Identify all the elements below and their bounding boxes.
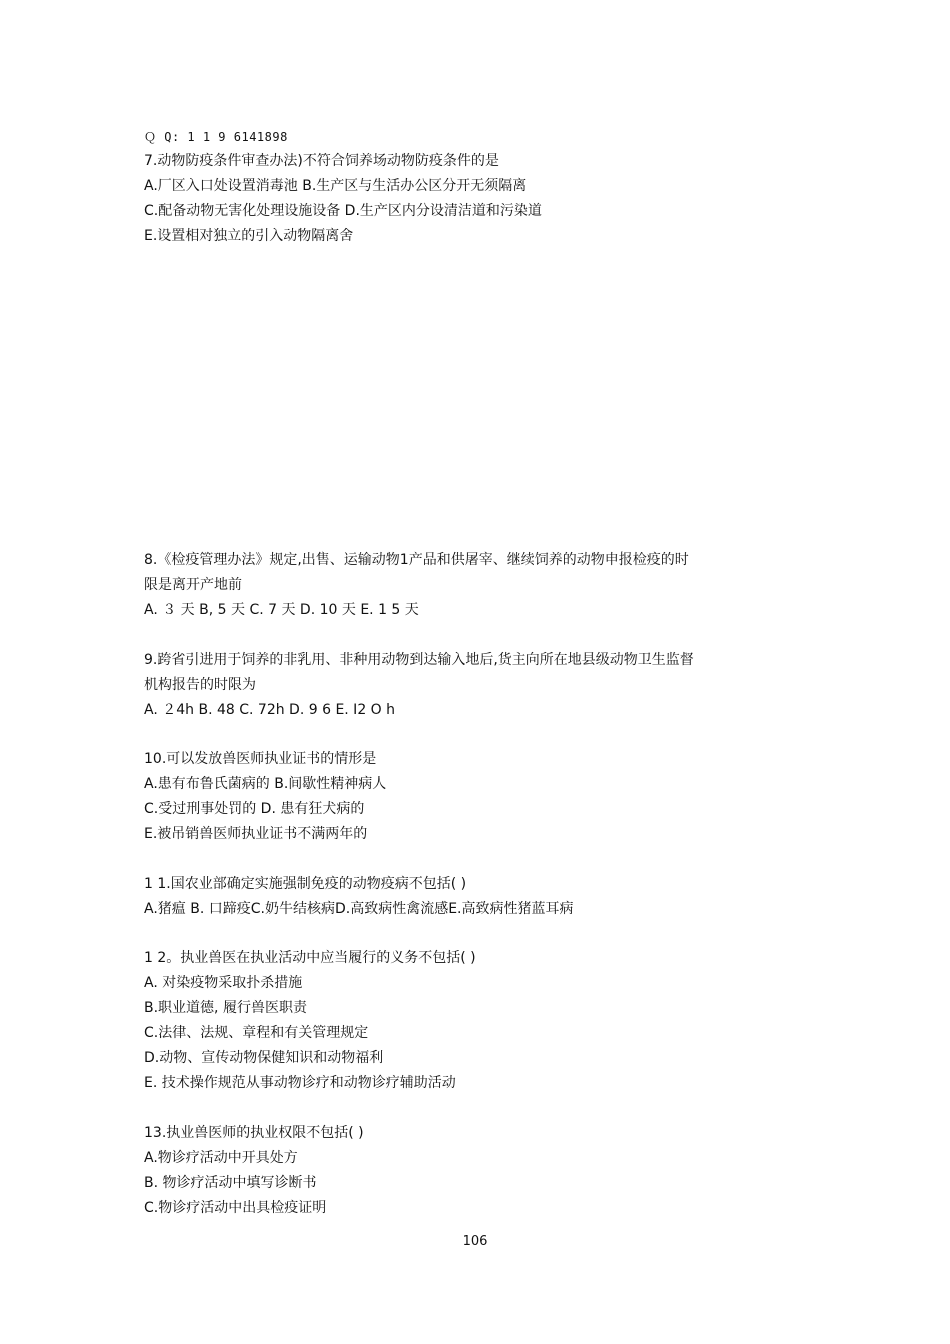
question-8-options: A. ３ 天 B, 5 天 C. 7 天 D. 10 天 E. 1 5 天 (144, 602, 419, 618)
question-12-option-e: E. 技术操作规范从事动物诊疗和动物诊疗辅助活动 (144, 1075, 456, 1091)
question-12-option-d: D.动物、宣传动物保健知识和动物福利 (144, 1050, 384, 1066)
question-11-stem: 1 1.国农业部确定实施强制免疫的动物疫病不包括( ) (144, 876, 467, 892)
question-13-option-c: C.物诊疗活动中出具检疫证明 (144, 1200, 327, 1216)
question-10-option-e: E.被吊销兽医师执业证书不满两年的 (144, 826, 368, 842)
question-12-option-b: B.职业道德, 履行兽医职责 (144, 1000, 307, 1016)
question-12-option-c: C.法律、法规、章程和有关管理规定 (144, 1025, 369, 1041)
question-12-option-a: A. 对染疫物采取扑杀措施 (144, 975, 303, 991)
question-9-stem-cont: 机构报告的时限为 (144, 677, 256, 693)
page-number: 106 (462, 1234, 488, 1249)
question-10-options-cd: C.受过刑事处罚的 D. 患有狂犬病的 (144, 801, 365, 817)
question-11-options: A.猪瘟 B. 口蹄疫C.奶牛结核病D.高致病性禽流感E.高致病性猪蓝耳病 (144, 901, 574, 917)
question-13-option-b: B. 物诊疗活动中填写诊断书 (144, 1175, 317, 1191)
question-8-stem-cont: 限是离开产地前 (144, 577, 242, 593)
question-10-stem: 10.可以发放兽医师执业证书的情形是 (144, 751, 377, 767)
question-9-stem: 9.跨省引进用于饲养的非乳用、非种用动物到达输入地后,货主向所在地县级动物卫生监督 (144, 652, 694, 668)
qq-header: Ｑ Q: 1 1 9 6141898 (144, 130, 288, 144)
question-8-stem: 8.《检疫管理办法》规定,出售、运输动物1产品和供屠宰、继续饲养的动物申报检疫的时 (144, 552, 689, 568)
question-7-option-e: E.设置相对独立的引入动物隔离舍 (144, 228, 354, 244)
question-13-option-a: A.物诊疗活动中开具处方 (144, 1150, 298, 1166)
question-7-options-cd: C.配备动物无害化处理设施设备 D.生产区内分设清洁道和污染道 (144, 203, 542, 219)
question-10-options-ab: A.患有布鲁氏菌病的 B.间歇性精神病人 (144, 776, 387, 792)
question-7-options-ab: A.厂区入口处设置消毒池 B.生产区与生活办公区分开无须隔离 (144, 178, 527, 194)
question-9-options: A. ２4h B. 48 C. 72h D. 9 6 E. I2 O h (144, 702, 396, 718)
question-13-stem: 13.执业兽医师的执业权限不包括( ) (144, 1125, 364, 1141)
question-7-stem: 7.动物防疫条件审查办法)不符合饲养场动物防疫条件的是 (144, 153, 499, 169)
question-12-stem: 1 2。执业兽医在执业活动中应当履行的义务不包括( ) (144, 950, 476, 966)
